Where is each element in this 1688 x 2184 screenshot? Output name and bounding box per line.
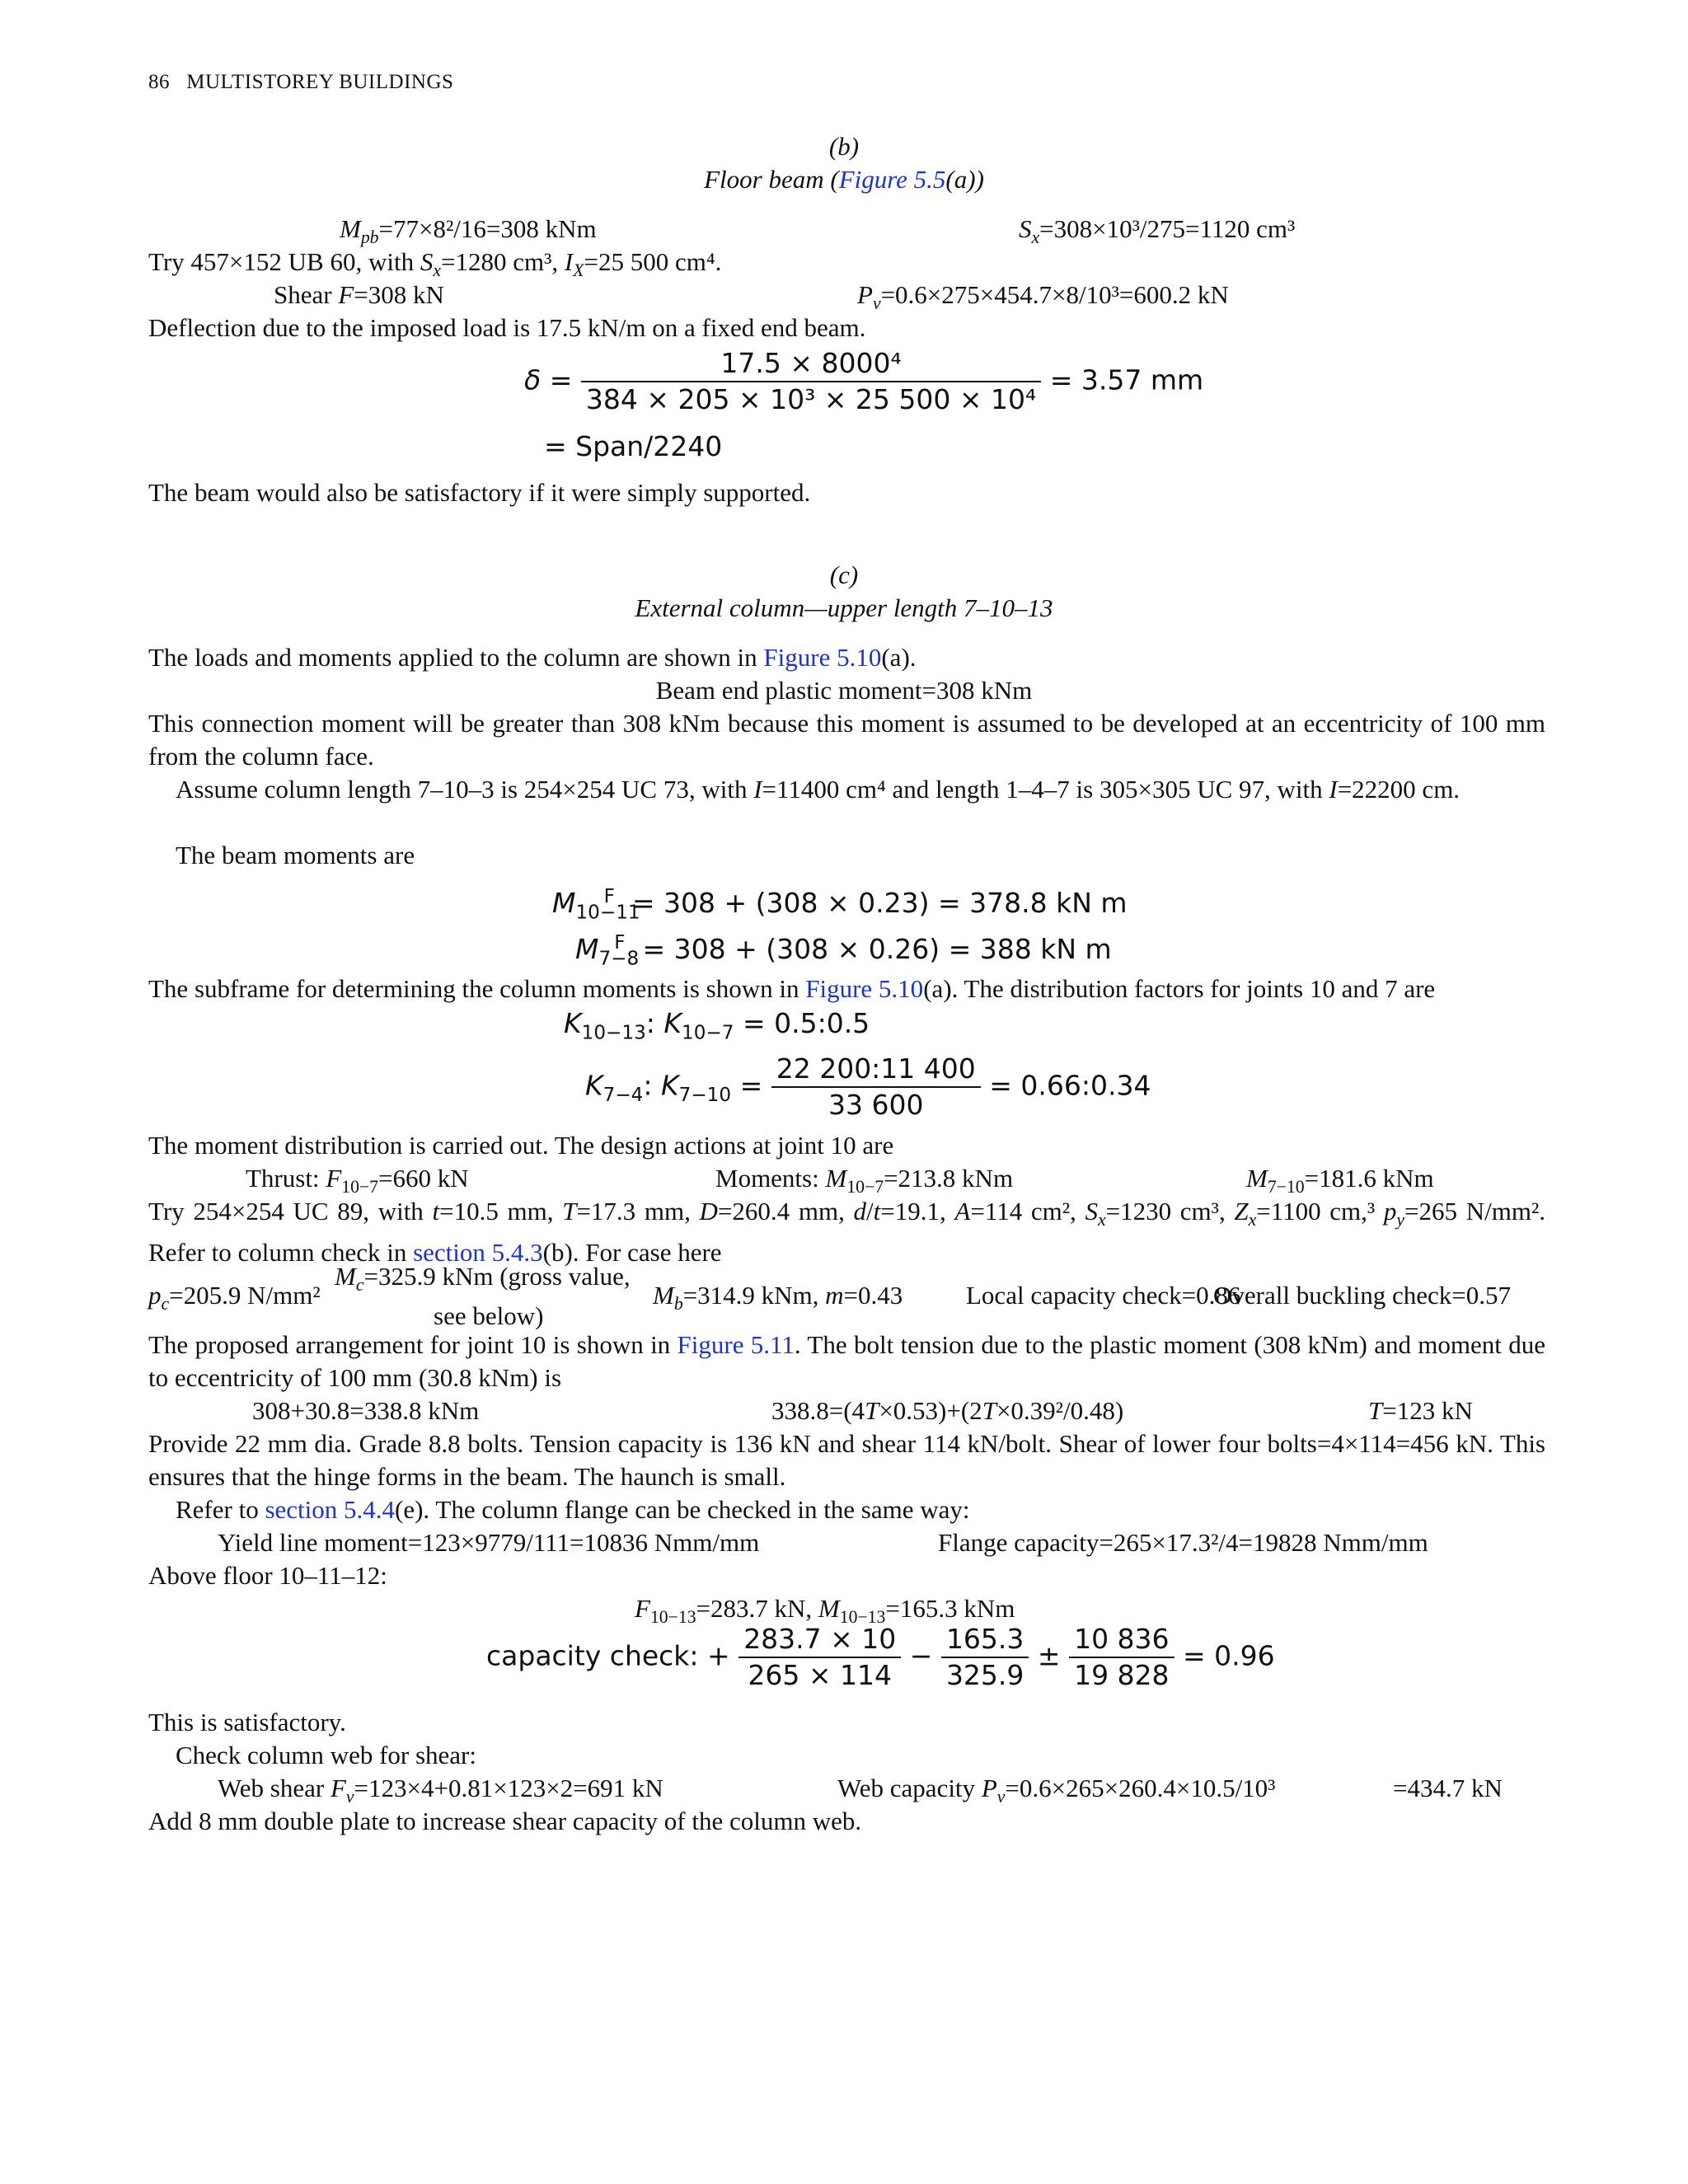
provide-bolts-text: Provide 22 mm dia. Grade 8.8 bolts. Tension capacity is 136 kN and shear 114 kN/bolt. Shear of lower four bolts=4×114=456 kN. This ensures that the hinge forms in the beam. The haunch is small. [148,1429,1545,1491]
flange-capacity: Flange capacity=265×17.3²/4=19828 Nmm/mm [938,1528,1428,1557]
bolt-tension-equation: 338.8=(4T×0.53)+(2T×0.39²/0.48) [771,1396,1124,1425]
m10-11-equation: $M_{10-11}^F = 308 + (308 \times 0.23) = 378.8$ kN m [552,886,1128,924]
k10-equation: $K_{10-13}$: $K_{10-7}$ = 0.5:0.5 [564,1007,870,1044]
proposed-arrangement-text: The proposed arrangement for joint 10 is shown in Figure 5.11. The bolt tension due to the plastic moment (308 kNm) and moment due to eccentricity of 100 mm (30.8 kNm) is [148,1330,1545,1392]
refer-section-text: Refer to section 5.4.4(e). The column flange can be checked in the same way: [176,1495,970,1524]
m7-8-equation: $M_{7-8}^F = 308 + (308 \times 0.26) = 388$ kN m [575,932,1112,970]
delta-denominator: 384 × 205 × 10³ × 25 500 × 10⁴ [585,383,1037,415]
section-c-title: External column—upper length 7–10–13 [635,593,1053,622]
overall-buckling-check: Overall buckling check=0.57 [1213,1281,1511,1310]
pv-equation: $P_v=0.6\times 275\times 454.7\times 8/10^3=600.2$ kN [857,280,1229,314]
delta-result: = 3.57 mm [1049,363,1204,396]
add-plate-text: Add 8 mm double plate to increase shear capacity of the column web. [148,1807,862,1835]
web-capacity-result: =434.7 kN [1393,1774,1503,1802]
thrust-value: Thrust: $F_{10-7}=660$ kN [246,1164,469,1197]
bolt-tension-value: T=123 kN [1368,1396,1473,1425]
figure-5-5-link[interactable]: Figure 5.5 [838,165,946,194]
sx-equation: $S_x=308\times 10^3/275=1120$ cm³ [1019,214,1296,248]
assume-column-text: Assume column length 7–10–3 is 254×254 UC 73, with I=11400 cm⁴ and length 1–4–7 is 305×305 UC 97, with I=22200 cm. [176,775,1461,804]
running-header [148,71,453,94]
section-b-title: Floor beam (Figure 5.5(a)) [704,165,984,194]
section-5-4-4-link[interactable]: section 5.4.4 [265,1495,396,1524]
mc-value: $M_c=325.9$ kNm (gross value, see below) [335,1262,631,1331]
figure-5-10-link[interactable]: Figure 5.10 [763,643,882,672]
figure-5-10-link-2[interactable]: Figure 5.10 [805,974,924,1003]
f-m-10-13-values: $F_{10-13}=283.7$ kN, $M_{10-13}=165.3$ kNm [635,1594,1015,1628]
running-title: MULTISTOREY BUILDINGS [186,71,454,93]
section-5-4-3-link[interactable]: section 5.4.3 [413,1238,543,1268]
try-beam-line: Try 457×152 UB 60, with $S_x=1280$ cm³, $I_X=25$ 500 cm⁴. [148,247,722,281]
local-capacity-check: Local capacity check=0.86 [966,1281,1241,1310]
section-c-label: (c) [829,560,859,589]
beam-moments-intro: The beam moments are [176,841,415,869]
subframe-text: The subframe for determining the column moments is shown in Figure 5.10(a). The distribution factors for joints 10 and 7 are [148,974,1436,1003]
connection-text: This connection moment will be greater than 308 kNm because this moment is assumed to be developed at an eccentricity of 100 mm from the column face. [148,709,1545,771]
satisfactory-text: This is satisfactory. [148,1708,346,1736]
moment-distribution-text: The moment distribution is carried out. The design actions at joint 10 are [148,1131,894,1160]
figure-5-11-link[interactable]: Figure 5.11 [677,1330,795,1359]
deflection-text: Deflection due to the imposed load is 17.5 kN/m on a fixed end beam. [148,313,866,342]
page-number: 86 [148,71,170,93]
delta-span: = Span/2240 [544,430,723,462]
mpb-equation: $M_{pb}=77\times 8^2/16=308$ kNm [340,214,597,248]
yield-line-moment: Yield line moment=123×9779/111=10836 Nmm/mm [218,1528,760,1557]
try-column-text: Try 254×254 UC 89, with t=10.5 mm, T=17.3 mm, D=260.4 mm, d/t=19.1, A=114 cm², $S_x=1230$ cm³, $Z_x=1100$ cm,³ $p_y=265$ N/mm². Refer to column check in section 5.4.3(b). For case here [148,1197,1545,1268]
web-capacity-value: Web capacity $P_v=0.6\times 265\times 260.4\times 10.5/10^3$ [837,1774,1276,1807]
moments-value: Moments: $M_{10-7}=213.8$ kNm [715,1164,1014,1197]
loads-text: The loads and moments applied to the column are shown in Figure 5.10(a). [148,643,917,672]
beam-satisfactory-text: The beam would also be satisfactory if it were simply supported. [148,478,811,507]
delta-numerator: 17.5 × 8000⁴ [581,346,1041,382]
m7-10-value: $M_{7-10}=181.6$ kNm [1246,1164,1434,1197]
deflection-equation: δ = $\frac{\text{17.5 × 8000⁴}}{\text{384 × 205 × 10³ × 25 500 × 10⁴}}$ = 3.57 mm [524,347,1204,415]
above-floor-text: Above floor 10–11–12: [148,1561,387,1590]
bolt-moment-sum: 308+30.8=338.8 kNm [252,1396,480,1425]
beam-end-moment: Beam end plastic moment=308 kNm [655,676,1033,705]
k7-equation: $K_{7-4}$: $K_{7-10}$ = $\frac{22 200:11 400}{33 600}$ = 0.66:0.34 [585,1052,1151,1121]
check-web-text: Check column web for shear: [176,1741,476,1769]
capacity-check-equation: capacity check: + $\frac{283.7 \times 10}{265 \times 114}$ − $\frac{165.3}{325.9}$ ± $\frac{10 836}{19 828}$ = 0.96 [486,1623,1275,1691]
web-shear-value: Web shear $F_v=123\times 4+0.81\times 123\times 2=691$ kN [218,1774,663,1807]
section-b-label: (b) [828,132,860,161]
pc-value: $p_c=205.9$ N/mm² [148,1281,321,1315]
shear-line: Shear F=308 kN [274,280,444,309]
mb-value: $M_b=314.9$ kNm, m=0.43 [653,1281,903,1315]
